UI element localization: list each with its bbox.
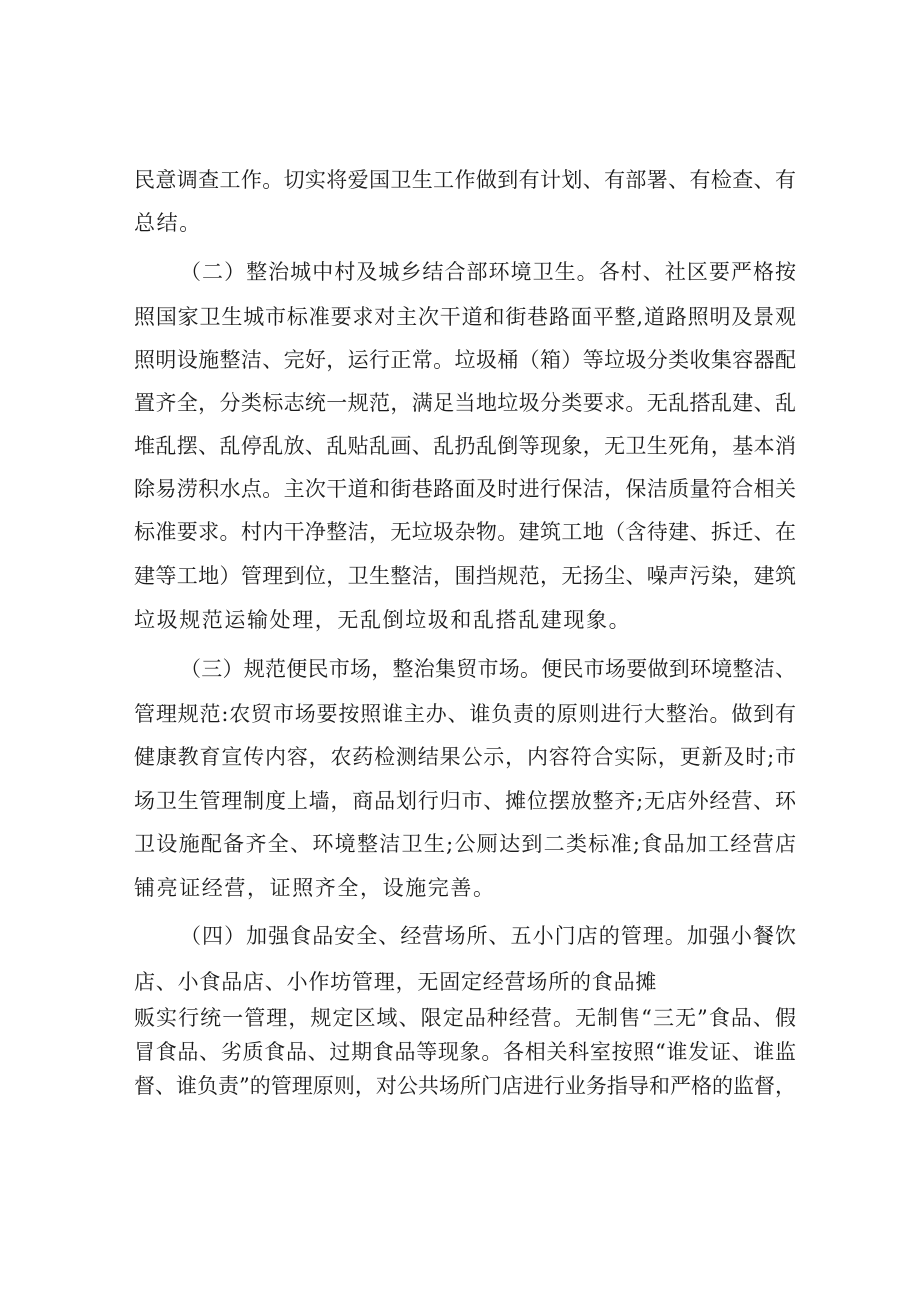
paragraph-line: 垃圾规范运输处理，无乱倒垃圾和乱搭乱建现象。 [134,608,632,632]
paragraph-line: 堆乱摆、乱停乱放、乱贴乱画、乱扔乱倒等现象，无卫生死角，基本消 [134,434,796,458]
paragraph-line: 照国家卫生城市标准要求对主次干道和街巷路面平整,道路照明及景观 [134,305,796,329]
paragraph-line: 置齐全，分类标志统一规范，满足当地垃圾分类要求。无乱搭乱建、乱 [134,391,796,415]
paragraph-line: 标准要求。村内干净整洁，无垃圾杂物。建筑工地（含待建、拆迁、在 [134,520,796,544]
paragraph-line: 铺亮证经营，证照齐全，设施完善。 [134,876,496,900]
paragraph-line: 照明设施整洁、完好，运行正常。垃圾桶（箱）等垃圾分类收集容器配 [134,348,796,372]
paragraph-line: （四）加强食品安全、经营场所、五小门店的管理。加强小餐饮 [180,924,796,948]
paragraph-line: （二）整治城中村及城乡结合部环境卫生。各村、社区要严格按 [180,260,796,284]
paragraph-line: （三）规范便民市场，整治集贸市场。便民市场要做到环境整洁、 [180,657,796,681]
paragraph-line: 督、谁负责”的管理原则，对公共场所门店进行业务指导和严格的监督， [134,1074,796,1098]
paragraph-line: 民意调查工作。切实将爱国卫生工作做到有计划、有部署、有检查、有 [134,168,796,192]
paragraph-line: 健康教育宣传内容，农药检测结果公示，内容符合实际，更新及时;市 [134,745,796,769]
paragraph-line: 冒食品、劣质食品、过期食品等现象。各相关科室按照“谁发证、谁监 [134,1040,796,1064]
paragraph-line: 建等工地）管理到位，卫生整洁，围挡规范，无扬尘、噪声污染，建筑 [134,564,796,588]
paragraph-line: 除易涝积水点。主次干道和街巷路面及时进行保洁，保洁质量符合相关 [134,477,796,501]
paragraph-line: 管理规范:农贸市场要按照谁主办、谁负责的原则进行大整治。做到有 [134,702,796,726]
paragraph-line: 总结。 [134,211,202,235]
paragraph-line: 贩实行统一管理，规定区域、限定品种经营。无制售“三无”食品、假 [134,1006,796,1030]
paragraph-line: 卫设施配备齐全、环境整洁卫生;公厕达到二类标准;食品加工经营店 [134,832,796,856]
paragraph-line: 场卫生管理制度上墙，商品划行归市、摊位摆放整齐;无店外经营、环 [134,789,796,813]
paragraph-line: 店、小食品店、小作坊管理，无固定经营场所的食品摊 [134,970,658,994]
